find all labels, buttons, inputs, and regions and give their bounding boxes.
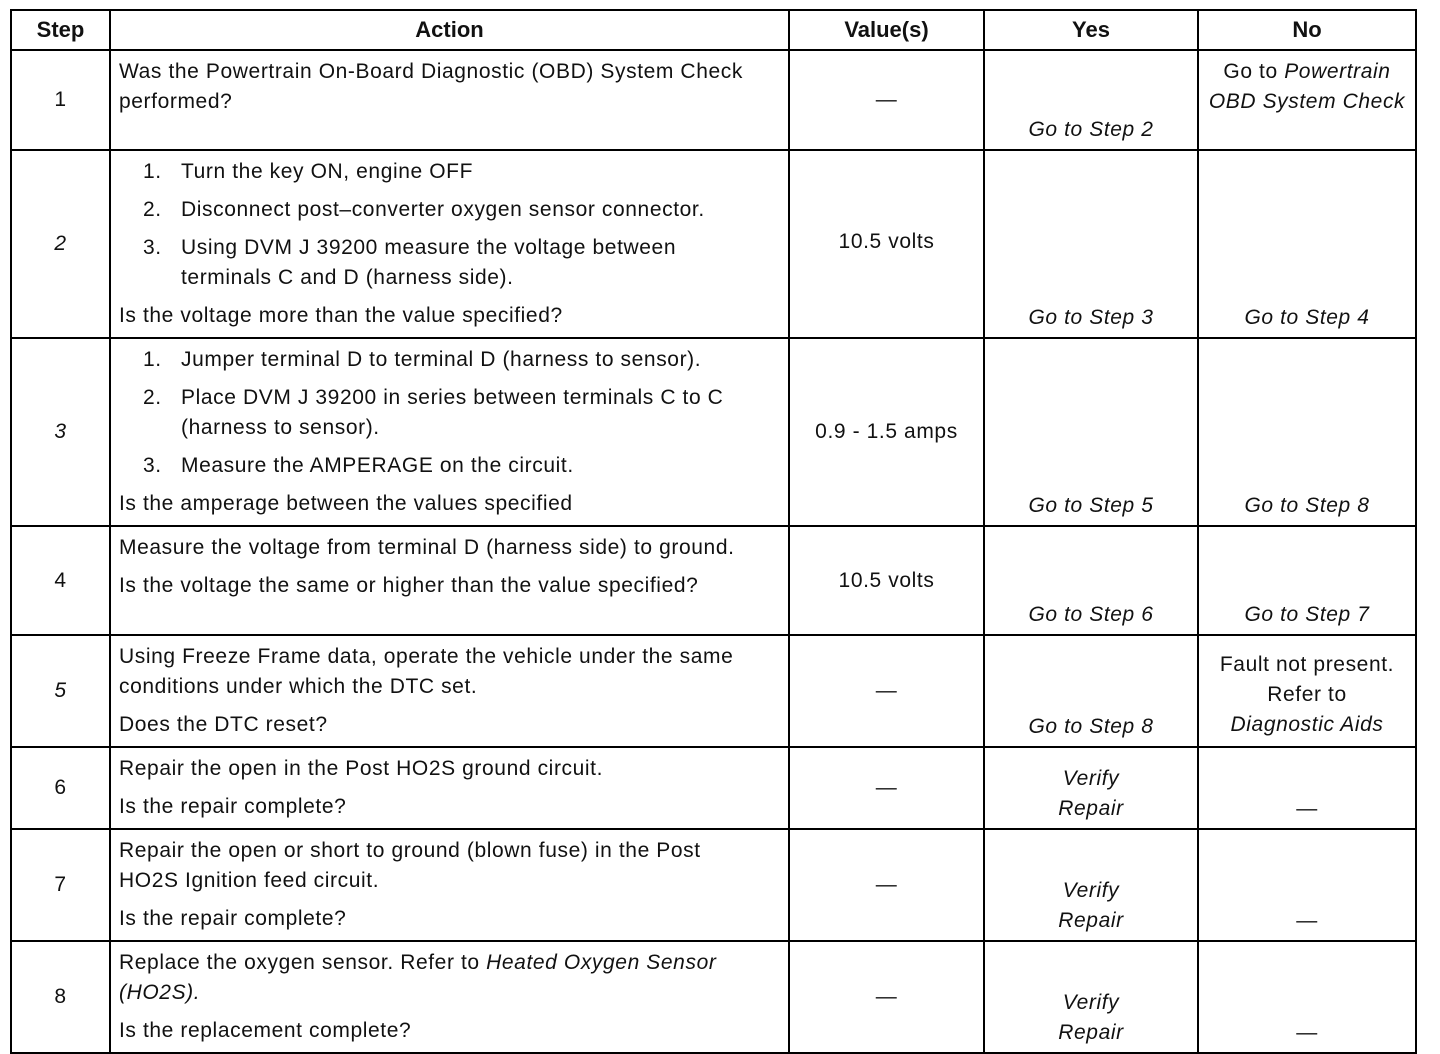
action-cell [110, 829, 789, 941]
no-cell [1198, 50, 1416, 150]
action-question: Is the voltage the same or higher than the value specified? [119, 574, 699, 597]
yes-link[interactable]: Go to Step 8 [1028, 715, 1154, 738]
diagnostic-table [10, 9, 1417, 1054]
yes-link[interactable]: Go to Step 2 [1028, 118, 1154, 141]
step-number: 4 [11, 526, 110, 635]
no-cell [1198, 747, 1416, 829]
no-cell [1198, 829, 1416, 941]
action-text: Repair the open in the Post HO2S ground circuit. [119, 757, 604, 780]
table-row [11, 941, 1416, 1053]
action-step: 2. Disconnect post–converter oxygen sensor connector. [143, 198, 705, 221]
yes-cell [984, 150, 1198, 338]
table-row [11, 526, 1416, 635]
action-step: 3. Measure the AMPERAGE on the circuit. [143, 454, 574, 477]
action-question: Is the voltage more than the value specified? [119, 304, 563, 327]
action-question: Is the repair complete? [119, 907, 347, 930]
table-row [11, 747, 1416, 829]
action-reference[interactable]: Heated Oxygen Sensor (HO2S). [119, 951, 717, 1004]
table-row [11, 50, 1416, 150]
step-number: 2 [11, 150, 110, 338]
yes-link[interactable]: Go to Step 5 [1028, 494, 1154, 517]
action-step: 1. Turn the key ON, engine OFF [143, 160, 474, 183]
action-cell [110, 150, 789, 338]
header-action: Action [110, 10, 789, 50]
action-text: Replace the oxygen sensor. Refer to Heated Oxygen Sensor (HO2S). [119, 951, 717, 1004]
table-row [11, 150, 1416, 338]
step-number: 1 [11, 50, 110, 150]
no-cell [1198, 338, 1416, 526]
value-cell: — [789, 50, 984, 150]
action-cell [110, 338, 789, 526]
yes-cell [984, 526, 1198, 635]
no-cell [1198, 941, 1416, 1053]
yes-cell [984, 50, 1198, 150]
no-prefix: Go to [1223, 60, 1278, 83]
step-number: 8 [11, 941, 110, 1053]
step-number: 6 [11, 747, 110, 829]
header-values: Value(s) [789, 10, 984, 50]
action-text: Measure the voltage from terminal D (harness side) to ground. [119, 536, 735, 559]
no-cell [1198, 526, 1416, 635]
no-dash: — [1296, 909, 1318, 932]
yes-link[interactable]: Verify Repair [1058, 767, 1124, 820]
no-link[interactable]: Go to Step 7 [1244, 603, 1370, 626]
yes-cell [984, 747, 1198, 829]
yes-cell [984, 829, 1198, 941]
action-question: Does the DTC reset? [119, 713, 328, 736]
no-text: Refer to [1267, 683, 1347, 706]
value-cell: — [789, 747, 984, 829]
action-cell [110, 50, 789, 150]
action-steps [119, 345, 782, 481]
yes-cell [984, 635, 1198, 747]
no-dash: — [1296, 1021, 1318, 1044]
action-steps [119, 157, 782, 293]
action-question: Is the replacement complete? [119, 1019, 412, 1042]
header-no: No [1198, 10, 1416, 50]
yes-link[interactable]: Verify Repair [1058, 879, 1124, 932]
yes-link[interactable]: Go to Step 3 [1028, 306, 1154, 329]
value-cell: — [789, 635, 984, 747]
action-text: Using Freeze Frame data, operate the vehicle under the same conditions under which the DTC set. [119, 645, 734, 698]
no-link[interactable]: Powertrain OBD System Check [1208, 60, 1406, 113]
action-text: Was the Powertrain On-Board Diagnostic (OBD) System Check performed? [119, 60, 743, 113]
no-cell [1198, 635, 1416, 747]
yes-link[interactable]: Go to Step 6 [1028, 603, 1154, 626]
action-step: 1. Jumper terminal D to terminal D (harness to sensor). [143, 348, 702, 371]
step-number: 5 [11, 635, 110, 747]
action-step: 3. Using DVM J 39200 measure the voltage between terminals C and D (harness side). [143, 236, 677, 289]
yes-cell [984, 941, 1198, 1053]
value-cell: 0.9 - 1.5 amps [789, 338, 984, 526]
step-number: 7 [11, 829, 110, 941]
value-cell: 10.5 volts [789, 150, 984, 338]
no-text: Fault not present. [1219, 653, 1395, 676]
value-cell: — [789, 829, 984, 941]
action-cell [110, 526, 789, 635]
value-cell: 10.5 volts [789, 526, 984, 635]
action-cell [110, 635, 789, 747]
action-text: Repair the open or short to ground (blown fuse) in the Post HO2S Ignition feed circuit. [119, 839, 701, 892]
action-cell [110, 941, 789, 1053]
header-step: Step [11, 10, 110, 50]
table-row [11, 829, 1416, 941]
no-link[interactable]: Go to Step 8 [1244, 494, 1370, 517]
no-link[interactable]: Diagnostic Aids [1230, 713, 1384, 736]
no-cell [1198, 150, 1416, 338]
header-row [11, 10, 1416, 50]
action-step: 2. Place DVM J 39200 in series between terminals C to C (harness to sensor). [143, 386, 724, 439]
action-question: Is the amperage between the values specified [119, 492, 573, 515]
action-cell [110, 747, 789, 829]
table-row [11, 338, 1416, 526]
no-dash: — [1296, 797, 1318, 820]
table-row [11, 635, 1416, 747]
header-yes: Yes [984, 10, 1198, 50]
value-cell: — [789, 941, 984, 1053]
no-link[interactable]: Go to Step 4 [1244, 306, 1370, 329]
action-question: Is the repair complete? [119, 795, 347, 818]
yes-cell [984, 338, 1198, 526]
step-number: 3 [11, 338, 110, 526]
yes-link[interactable]: Verify Repair [1058, 991, 1124, 1044]
